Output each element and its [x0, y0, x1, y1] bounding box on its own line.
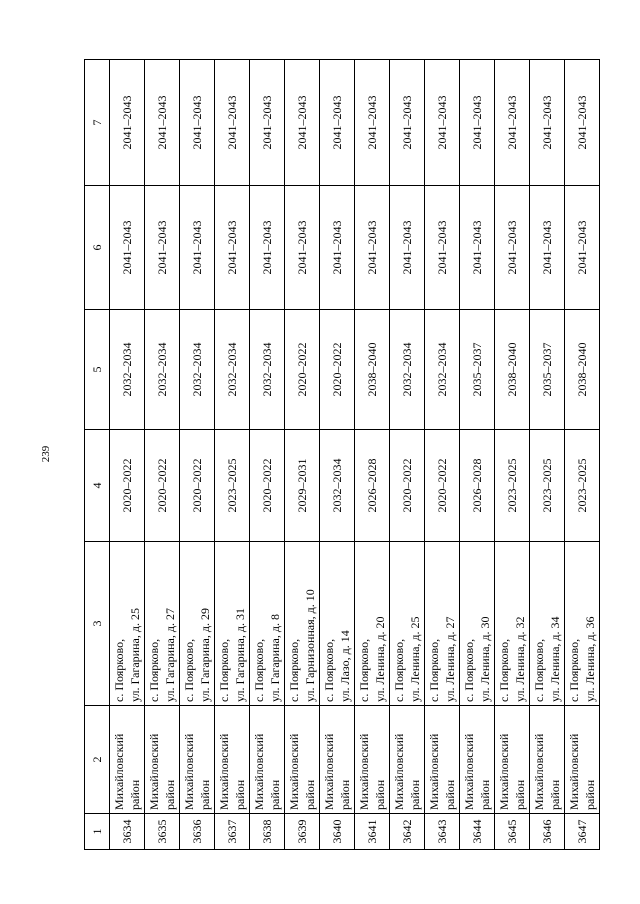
col7-cell: 2041–2043 — [460, 60, 495, 186]
col6-cell: 2041–2043 — [285, 186, 320, 310]
address-line-2: ул. Ленина, д. 27 — [443, 616, 457, 702]
address-cell — [460, 542, 495, 706]
address-cell — [110, 542, 145, 706]
col7-cell: 2041–2043 — [425, 60, 460, 186]
col5-cell: 2038–2040 — [355, 310, 390, 430]
address-line-1: с. Поярково, — [287, 638, 301, 702]
address-line-2: ул. Ленина, д. 36 — [583, 616, 597, 702]
header-cell-1: 1 — [85, 814, 110, 850]
address-cell — [145, 542, 180, 706]
district-cell: Михайловский район — [390, 706, 425, 814]
address-line-2: ул. Ленина, д. 32 — [513, 616, 527, 702]
col7-cell: 2041–2043 — [215, 60, 250, 186]
header-row — [85, 60, 110, 850]
col7-cell: 2041–2043 — [530, 60, 565, 186]
table-row — [320, 60, 355, 850]
col5-cell: 2032–2034 — [180, 310, 215, 430]
district-cell: Михайловский район — [110, 706, 145, 814]
col6-cell: 2041–2043 — [215, 186, 250, 310]
table-row — [495, 60, 530, 850]
address-line-2: ул. Лазо, д. 14 — [338, 630, 352, 702]
col6-cell: 2041–2043 — [530, 186, 565, 310]
table-row — [180, 60, 215, 850]
col5-cell: 2032–2034 — [215, 310, 250, 430]
table-row — [565, 60, 600, 850]
row-id-cell: 3639 — [285, 814, 320, 850]
address-cell — [355, 542, 390, 706]
address-line-1: с. Поярково, — [567, 638, 581, 702]
district-cell: Михайловский район — [425, 706, 460, 814]
col6-cell: 2041–2043 — [565, 186, 600, 310]
col4-cell: 2020–2022 — [425, 430, 460, 542]
col7-cell: 2041–2043 — [390, 60, 425, 186]
address-cell — [390, 542, 425, 706]
district-cell: Михайловский район — [320, 706, 355, 814]
col5-cell: 2032–2034 — [250, 310, 285, 430]
col4-cell: 2020–2022 — [390, 430, 425, 542]
table-row — [145, 60, 180, 850]
address-line-2: ул. Ленина, д. 30 — [478, 616, 492, 702]
col4-cell: 2023–2025 — [565, 430, 600, 542]
header-cell-4: 4 — [85, 430, 110, 542]
address-cell — [565, 542, 600, 706]
row-id-cell: 3637 — [215, 814, 250, 850]
col6-cell: 2041–2043 — [390, 186, 425, 310]
district-cell: Михайловский район — [180, 706, 215, 814]
col7-cell: 2041–2043 — [565, 60, 600, 186]
col7-cell: 2041–2043 — [180, 60, 215, 186]
address-cell — [495, 542, 530, 706]
col7-cell: 2041–2043 — [110, 60, 145, 186]
address-line-2: ул. Ленина, д. 25 — [408, 616, 422, 702]
address-line-2: ул. Ленина, д. 20 — [373, 616, 387, 702]
row-id-cell: 3644 — [460, 814, 495, 850]
address-line-1: с. Поярково, — [357, 638, 371, 702]
row-id-cell: 3646 — [530, 814, 565, 850]
col5-cell: 2032–2034 — [425, 310, 460, 430]
table-row — [355, 60, 390, 850]
col5-cell: 2038–2040 — [565, 310, 600, 430]
header-cell-3: 3 — [85, 542, 110, 706]
address-line-2: ул. Гагарина, д. 25 — [128, 608, 142, 702]
address-line-1: с. Поярково, — [252, 638, 266, 702]
col6-cell: 2041–2043 — [460, 186, 495, 310]
address-cell — [530, 542, 565, 706]
row-id-cell: 3647 — [565, 814, 600, 850]
col4-cell: 2020–2022 — [180, 430, 215, 542]
address-line-2: ул. Гагарина, д. 8 — [268, 614, 282, 702]
col7-cell: 2041–2043 — [250, 60, 285, 186]
district-cell: Михайловский район — [460, 706, 495, 814]
address-line-1: с. Поярково, — [392, 638, 406, 702]
table-row — [460, 60, 495, 850]
address-line-2: ул. Гарнизонная, д. 10 — [303, 589, 317, 702]
row-id-cell: 3638 — [250, 814, 285, 850]
col6-cell: 2041–2043 — [355, 186, 390, 310]
district-cell: Михайловский район — [250, 706, 285, 814]
address-line-1: с. Поярково, — [112, 638, 126, 702]
table-row — [390, 60, 425, 850]
address-cell — [320, 542, 355, 706]
address-cell — [285, 542, 320, 706]
address-line-1: с. Поярково, — [217, 638, 231, 702]
address-cell — [425, 542, 460, 706]
col4-cell: 2020–2022 — [110, 430, 145, 542]
address-cell — [180, 542, 215, 706]
col5-cell: 2035–2037 — [460, 310, 495, 430]
col7-cell: 2041–2043 — [355, 60, 390, 186]
table-body — [85, 60, 600, 850]
row-id-cell: 3642 — [390, 814, 425, 850]
row-id-cell: 3645 — [495, 814, 530, 850]
col4-cell: 2023–2025 — [495, 430, 530, 542]
col6-cell: 2041–2043 — [180, 186, 215, 310]
district-cell: Михайловский район — [145, 706, 180, 814]
address-line-2: ул. Гагарина, д. 29 — [198, 608, 212, 702]
col7-cell: 2041–2043 — [285, 60, 320, 186]
address-cell — [215, 542, 250, 706]
table-row — [285, 60, 320, 850]
header-cell-5: 5 — [85, 310, 110, 430]
district-cell: Михайловский район — [215, 706, 250, 814]
district-cell: Михайловский район — [565, 706, 600, 814]
col6-cell: 2041–2043 — [110, 186, 145, 310]
col4-cell: 2026–2028 — [460, 430, 495, 542]
col4-cell: 2020–2022 — [145, 430, 180, 542]
address-line-1: с. Поярково, — [182, 638, 196, 702]
rotated-table-wrapper — [84, 60, 600, 850]
col4-cell: 2026–2028 — [355, 430, 390, 542]
address-line-1: с. Поярково, — [322, 638, 336, 702]
table-area — [84, 60, 600, 850]
schedule-table — [84, 59, 600, 850]
col7-cell: 2041–2043 — [145, 60, 180, 186]
district-cell: Михайловский район — [530, 706, 565, 814]
col4-cell: 2032–2034 — [320, 430, 355, 542]
header-cell-2: 2 — [85, 706, 110, 814]
col6-cell: 2041–2043 — [425, 186, 460, 310]
header-cell-6: 6 — [85, 186, 110, 310]
address-line-1: с. Поярково, — [147, 638, 161, 702]
address-line-1: с. Поярково, — [532, 638, 546, 702]
col5-cell: 2020–2022 — [320, 310, 355, 430]
row-id-cell: 3641 — [355, 814, 390, 850]
col6-cell: 2041–2043 — [250, 186, 285, 310]
col6-cell: 2041–2043 — [495, 186, 530, 310]
col5-cell: 2032–2034 — [110, 310, 145, 430]
col5-cell: 2020–2022 — [285, 310, 320, 430]
row-id-cell: 3635 — [145, 814, 180, 850]
col4-cell: 2023–2025 — [530, 430, 565, 542]
col5-cell: 2038–2040 — [495, 310, 530, 430]
table-row — [215, 60, 250, 850]
table-row — [250, 60, 285, 850]
address-line-1: с. Поярково, — [427, 638, 441, 702]
address-line-2: ул. Гагарина, д. 31 — [233, 608, 247, 702]
address-line-2: ул. Гагарина, д. 27 — [163, 608, 177, 702]
address-line-1: с. Поярково, — [462, 638, 476, 702]
district-cell: Михайловский район — [285, 706, 320, 814]
col4-cell: 2029–2031 — [285, 430, 320, 542]
district-cell: Михайловский район — [495, 706, 530, 814]
address-cell — [250, 542, 285, 706]
address-line-1: с. Поярково, — [497, 638, 511, 702]
row-id-cell: 3640 — [320, 814, 355, 850]
col6-cell: 2041–2043 — [320, 186, 355, 310]
header-cell-7: 7 — [85, 60, 110, 186]
table-row — [110, 60, 145, 850]
row-id-cell: 3634 — [110, 814, 145, 850]
table-row — [530, 60, 565, 850]
col5-cell: 2035–2037 — [530, 310, 565, 430]
page-number: 239 — [40, 445, 52, 463]
col4-cell: 2023–2025 — [215, 430, 250, 542]
col4-cell: 2020–2022 — [250, 430, 285, 542]
col5-cell: 2032–2034 — [145, 310, 180, 430]
address-line-2: ул. Ленина, д. 34 — [548, 616, 562, 702]
col5-cell: 2032–2034 — [390, 310, 425, 430]
row-id-cell: 3636 — [180, 814, 215, 850]
col7-cell: 2041–2043 — [495, 60, 530, 186]
col7-cell: 2041–2043 — [320, 60, 355, 186]
col6-cell: 2041–2043 — [145, 186, 180, 310]
row-id-cell: 3643 — [425, 814, 460, 850]
table-row — [425, 60, 460, 850]
district-cell: Михайловский район — [355, 706, 390, 814]
